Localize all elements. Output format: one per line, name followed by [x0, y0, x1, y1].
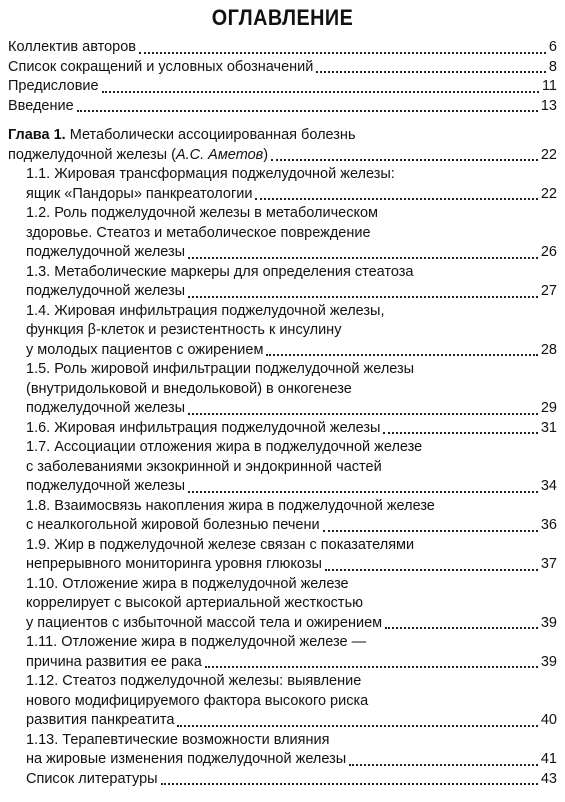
toc-entry-text: здоровье. Стеатоз и метаболическое повреждение [26, 224, 371, 241]
leader-dots [325, 569, 538, 571]
chapter-page-number: 22 [540, 146, 557, 163]
toc-entry[interactable] [8, 438, 557, 497]
toc-page-number: 31 [540, 419, 557, 436]
toc-entry[interactable] [8, 770, 557, 790]
toc-page-number: 28 [540, 341, 557, 358]
toc-page-number: 13 [540, 97, 557, 114]
chapter-author: А.С. Аметов [175, 146, 264, 163]
toc-page-number: 34 [540, 478, 557, 494]
page-title: ОГЛАВЛЕНИЕ [211, 5, 354, 30]
toc-entry[interactable] [8, 165, 557, 204]
toc-page-number: 37 [540, 556, 557, 572]
toc-entry-text: 1.1. Жировая трансформация поджелудочной железы: [26, 166, 395, 182]
toc-entry-text: нового модифицируемого фактора высокого риска [26, 692, 369, 709]
toc-entry-text: 1.6. Жировая инфильтрация поджелудочной железы [26, 419, 381, 436]
toc-entry-text: ящик «Пандоры» панкреатологии [26, 185, 253, 202]
toc-entry-text: 1.5. Роль жировой инфильтрации поджелудочной железы [26, 361, 415, 377]
toc-page-number: 43 [540, 770, 557, 787]
leader-dots [205, 666, 538, 668]
toc-page-number: 27 [540, 283, 557, 299]
toc-entry-text: поджелудочной железы [26, 244, 186, 260]
leader-dots [77, 110, 538, 112]
chapter-heading: Глава 1. Метаболически ассоциированная болезнь поджелудочной железы (А.С. Аметов) 22 [8, 126, 557, 165]
toc-entry-text: поджелудочной железы [26, 400, 186, 416]
toc-entry-text: 1.11. Отложение жира в поджелудочной железе — [26, 634, 367, 650]
toc-entry[interactable] [8, 97, 557, 117]
toc-entry[interactable] [8, 204, 557, 263]
leader-dots [385, 627, 538, 629]
toc-page-number: 22 [540, 185, 557, 202]
toc-entry-text: Список сокращений и условных обозначений [8, 58, 314, 75]
toc-entry[interactable] [8, 77, 557, 97]
leader-dots [266, 354, 537, 356]
leader-dots [383, 432, 537, 434]
leader-dots [188, 491, 538, 493]
toc-entry-text: причина развития ее рака [26, 653, 202, 670]
toc-entry-text: 1.9. Жир в поджелудочной железе связан с показателями [26, 536, 415, 553]
toc-entry-text: Предисловие [8, 78, 99, 94]
toc-page-number: 29 [540, 400, 557, 416]
toc-page-number: 41 [540, 751, 557, 767]
toc-entry[interactable] [8, 497, 557, 536]
toc-page-number: 36 [540, 517, 557, 533]
toc-entry[interactable] [8, 263, 557, 302]
toc-entry-text: Коллектив авторов [8, 39, 136, 55]
toc-entry-text: с неалкогольной жировой болезнью печени [26, 517, 320, 533]
toc-entry-text: развития панкреатита [26, 712, 175, 728]
toc-entry-text: 1.3. Метаболические маркеры для определения стеатоза [26, 263, 414, 280]
toc-entry-text: с заболеваниями экзокринной и эндокринной частей [26, 458, 382, 475]
toc-page-number: 6 [548, 39, 557, 55]
toc-page-number: 8 [548, 58, 557, 75]
toc-entry-text: 1.8. Взаимосвязь накопления жира в поджелудочной железе [26, 497, 435, 514]
toc-page-number: 39 [540, 614, 557, 631]
leader-dots [177, 725, 537, 727]
toc-page-number: 11 [541, 78, 557, 94]
toc-entry-text: на жировые изменения поджелудочной железы [26, 751, 347, 767]
leader-dots [316, 71, 546, 73]
toc-entry[interactable] [8, 58, 557, 78]
toc-entry-text: функция β-клеток и резистентность к инсулину [26, 322, 342, 338]
toc-page-number: 26 [540, 244, 557, 260]
table-of-contents [8, 38, 557, 789]
toc-entry[interactable] [8, 38, 557, 58]
leader-dots [255, 198, 537, 200]
chapter-number: Глава 1. [8, 127, 66, 143]
toc-entry-text: 1.2. Роль поджелудочной железы в метаболическом [26, 205, 379, 221]
toc-entry[interactable] [8, 633, 557, 672]
leader-dots [161, 783, 538, 785]
leader-dots [323, 530, 538, 532]
leader-dots [188, 413, 538, 415]
toc-entry-text: 1.12. Стеатоз поджелудочной железы: выявление [26, 673, 362, 689]
toc-entry-text: Список литературы [26, 770, 158, 787]
leader-dots [188, 257, 538, 259]
leader-dots [271, 159, 538, 161]
leader-dots [188, 296, 538, 298]
toc-entry[interactable] [8, 302, 557, 361]
toc-entry-text: коррелирует с высокой артериальной жесткостью [26, 595, 364, 611]
toc-entry-text: 1.10. Отложение жира в поджелудочной железе [26, 575, 349, 592]
toc-entry-text: поджелудочной железы [26, 283, 186, 299]
toc-entry[interactable] [8, 360, 557, 419]
chapter-title-line1: Метаболически ассоциированная болезнь [69, 127, 356, 143]
toc-entry[interactable] [8, 536, 557, 575]
toc-entry-text: 1.4. Жировая инфильтрация поджелудочной железы, [26, 302, 385, 319]
leader-dots [102, 91, 539, 93]
toc-entry[interactable] [8, 731, 557, 770]
toc-page-number: 39 [540, 653, 557, 670]
front-matter-list [8, 38, 557, 116]
chapter-title-line2: поджелудочной железы ( [8, 146, 176, 163]
leader-dots [349, 764, 538, 766]
toc-page-number: 40 [540, 712, 557, 728]
toc-entry-text: непрерывного мониторинга уровня глюкозы [26, 556, 322, 572]
toc-entry[interactable] [8, 419, 557, 439]
toc-entry-text: поджелудочной железы [26, 478, 186, 494]
toc-entry-text: (внутридольковой и внедольковой) в онкогенезе [26, 380, 352, 397]
leader-dots [139, 52, 546, 54]
section-list [8, 165, 557, 789]
toc-entry[interactable] [8, 575, 557, 634]
toc-entry-text: 1.7. Ассоциации отложения жира в поджелудочной железе [26, 439, 423, 455]
toc-entry[interactable] [8, 672, 557, 731]
toc-entry-text: Введение [8, 97, 74, 114]
toc-entry-text: 1.13. Терапевтические возможности влияния [26, 731, 330, 748]
toc-entry-text: у молодых пациентов с ожирением [26, 341, 264, 358]
toc-entry-text: у пациентов с избыточной массой тела и ожирением [26, 614, 383, 631]
